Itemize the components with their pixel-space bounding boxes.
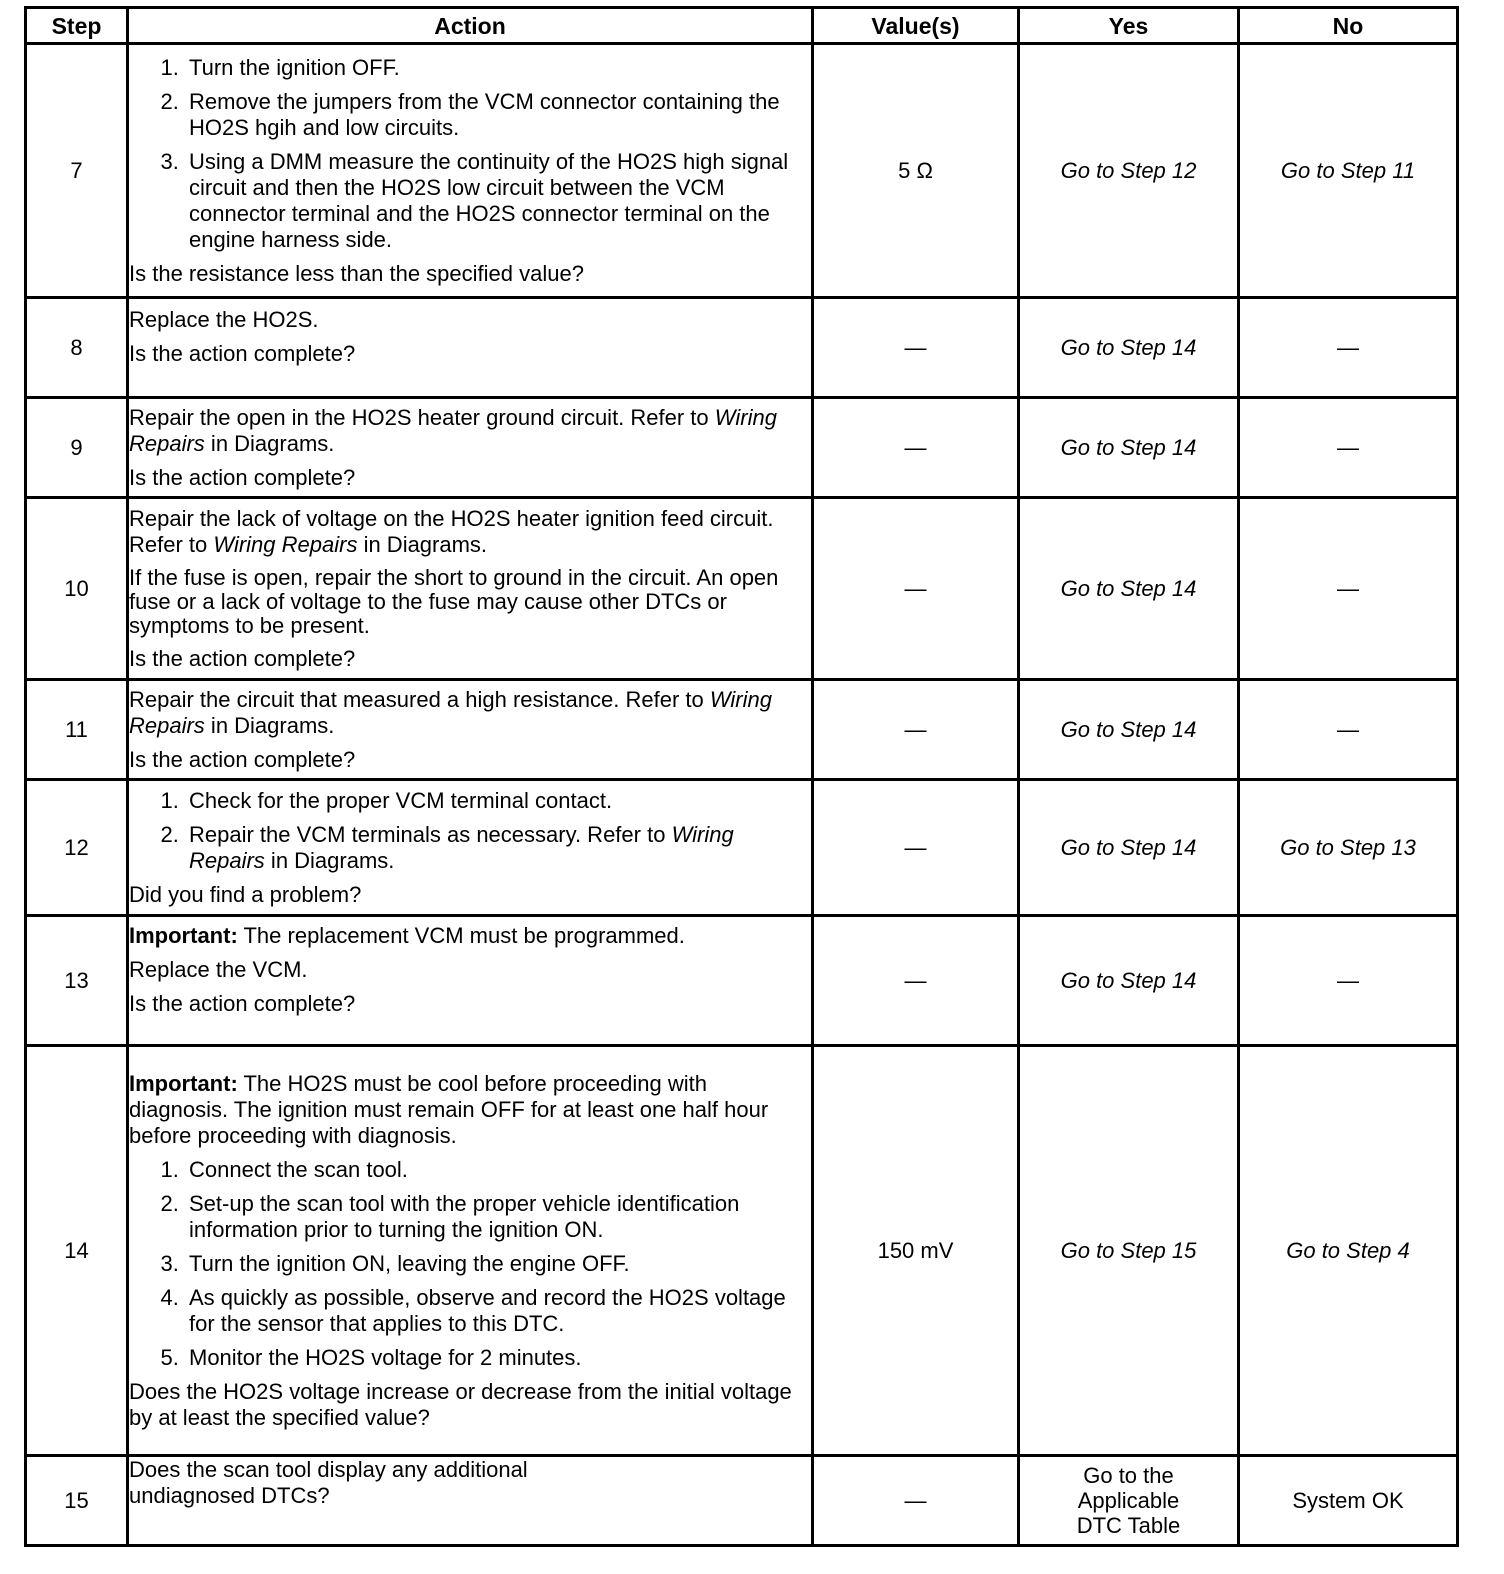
action-text: Replace the HO2S. <box>129 306 319 332</box>
header-no: No <box>1239 8 1458 44</box>
no-link[interactable]: Go to Step 4 <box>1286 1237 1410 1263</box>
action-cell <box>128 916 813 1046</box>
important-note: Important: The replacement VCM must be programmed. <box>129 922 685 948</box>
action-question: Is the action complete? <box>129 464 356 490</box>
wiring-repairs-ref: Wiring Repairs <box>213 531 358 557</box>
yes-cell <box>1019 44 1239 298</box>
table-row-step-10 <box>26 498 1458 680</box>
no-cell: System OK <box>1239 1456 1458 1546</box>
yes-line: DTC Table <box>1076 1513 1181 1538</box>
list-item: 2. Repair the VCM terminals as necessary. Refer to Wiring Repairs in Diagrams. <box>185 822 811 874</box>
action-question: Is the action complete? <box>129 340 356 366</box>
no-cell: — <box>1239 680 1458 780</box>
wiring-repairs-ref: Wiring Repairs <box>129 404 777 456</box>
yes-link[interactable] <box>1020 1463 1237 1538</box>
action-question: Is the resistance less than the specified value? <box>129 260 584 286</box>
wiring-repairs-ref: Wiring Repairs <box>129 686 772 738</box>
wiring-repairs-ref: Wiring Repairs <box>189 821 734 873</box>
action-question: Is the action complete? <box>129 990 356 1016</box>
header-action: Action <box>128 8 813 44</box>
list-item: 3. Turn the ignition ON, leaving the engine OFF. <box>185 1251 811 1277</box>
action-cell <box>128 780 813 916</box>
yes-link[interactable]: Go to Step 14 <box>1060 716 1197 742</box>
action-list <box>129 788 811 874</box>
action-question: Is the action complete? <box>129 746 356 772</box>
step-number: 12 <box>26 780 128 916</box>
action-cell <box>128 298 813 398</box>
step-number: 13 <box>26 916 128 1046</box>
yes-cell <box>1019 916 1239 1046</box>
action-text: If the fuse is open, repair the short to ground in the circuit. An open fuse or a lack of voltage to the fuse may cause other DTCs or symptoms to be present. <box>129 564 779 638</box>
yes-cell <box>1019 1456 1239 1546</box>
table-row-step-15 <box>26 1456 1458 1546</box>
no-cell: — <box>1239 298 1458 398</box>
value-cell: 5 Ω <box>813 44 1019 298</box>
list-item: 3. Using a DMM measure the continuity of the HO2S high signal circuit and then the HO2S low circuit between the VCM connector terminal and the HO2S connector terminal on the engine harness side. <box>185 149 811 253</box>
yes-cell <box>1019 1046 1239 1456</box>
action-list <box>129 1157 811 1371</box>
header-values: Value(s) <box>813 8 1019 44</box>
list-item: 1. Connect the scan tool. <box>185 1157 811 1183</box>
value-cell: — <box>813 398 1019 498</box>
action-text: Replace the VCM. <box>129 956 308 982</box>
no-cell <box>1239 780 1458 916</box>
action-cell <box>128 44 813 298</box>
header-yes: Yes <box>1019 8 1239 44</box>
no-link[interactable]: Go to Step 13 <box>1280 834 1416 860</box>
no-cell: — <box>1239 498 1458 680</box>
value-cell: — <box>813 298 1019 398</box>
yes-link[interactable]: Go to Step 12 <box>1060 157 1197 183</box>
action-cell <box>128 398 813 498</box>
action-question: Did you find a problem? <box>129 881 362 907</box>
step-number: 15 <box>26 1456 128 1546</box>
step-number: 14 <box>26 1046 128 1456</box>
important-note: Important: The HO2S must be cool before proceeding with diagnosis. The ignition must remain OFF for at least one half hour before proceeding with diagnosis. <box>129 1070 769 1148</box>
table-row-step-12 <box>26 780 1458 916</box>
important-label: Important: <box>129 1070 238 1096</box>
list-item: 1. Check for the proper VCM terminal contact. <box>185 788 811 814</box>
action-question: Does the HO2S voltage increase or decrease from the initial voltage by at least the specified value? <box>129 1378 792 1430</box>
no-cell <box>1239 44 1458 298</box>
yes-cell <box>1019 780 1239 916</box>
table-row-step-11 <box>26 680 1458 780</box>
yes-link[interactable]: Go to Step 14 <box>1060 434 1197 460</box>
list-item: 4. As quickly as possible, observe and record the HO2S voltage for the sensor that applies to this DTC. <box>185 1285 811 1337</box>
value-cell: — <box>813 780 1019 916</box>
step-number: 8 <box>26 298 128 398</box>
value-cell: — <box>813 498 1019 680</box>
step-number: 9 <box>26 398 128 498</box>
action-cell <box>128 1456 813 1546</box>
diagnostic-table <box>24 6 1459 1547</box>
step-number: 7 <box>26 44 128 298</box>
table-row-step-14 <box>26 1046 1458 1456</box>
yes-link[interactable]: Go to Step 14 <box>1060 575 1197 601</box>
action-cell <box>128 1046 813 1456</box>
step-number: 10 <box>26 498 128 680</box>
table-row-step-13 <box>26 916 1458 1046</box>
yes-link[interactable]: Go to Step 14 <box>1060 334 1197 360</box>
list-item: 1. Turn the ignition OFF. <box>185 55 811 81</box>
no-cell: — <box>1239 398 1458 498</box>
yes-cell <box>1019 680 1239 780</box>
table-row-step-7 <box>26 44 1458 298</box>
action-cell <box>128 680 813 780</box>
list-item: 2. Set-up the scan tool with the proper vehicle identification information prior to turning the ignition ON. <box>185 1191 811 1243</box>
important-label: Important: <box>129 922 238 948</box>
action-text: Repair the open in the HO2S heater ground circuit. Refer to Wiring Repairs in Diagrams. <box>129 404 777 456</box>
list-item: 5. Monitor the HO2S voltage for 2 minutes. <box>185 1345 811 1371</box>
yes-link[interactable]: Go to Step 15 <box>1060 1237 1197 1263</box>
yes-cell <box>1019 398 1239 498</box>
step-number: 11 <box>26 680 128 780</box>
table-row-step-9 <box>26 398 1458 498</box>
yes-line: Go to the <box>1083 1463 1174 1488</box>
yes-line: Applicable <box>1077 1488 1180 1513</box>
yes-cell <box>1019 298 1239 398</box>
value-cell: — <box>813 680 1019 780</box>
value-cell: 150 mV <box>813 1046 1019 1456</box>
list-item: 2. Remove the jumpers from the VCM connector containing the HO2S hgih and low circuits. <box>185 89 811 141</box>
action-question: Is the action complete? <box>129 645 356 671</box>
yes-cell <box>1019 498 1239 680</box>
action-text: Repair the circuit that measured a high resistance. Refer to Wiring Repairs in Diagrams. <box>129 686 772 738</box>
header-step: Step <box>26 8 128 44</box>
action-question: Does the scan tool display any additional undiagnosed DTCs? <box>129 1457 528 1508</box>
action-cell <box>128 498 813 680</box>
no-cell: — <box>1239 916 1458 1046</box>
no-link[interactable]: Go to Step 11 <box>1280 157 1416 183</box>
yes-link[interactable]: Go to Step 14 <box>1060 834 1197 860</box>
header-row <box>26 8 1458 44</box>
value-cell: — <box>813 916 1019 1046</box>
table-row-step-8 <box>26 298 1458 398</box>
action-text: Repair the lack of voltage on the HO2S heater ignition feed circuit. Refer to Wiring Repairs in Diagrams. <box>129 505 774 557</box>
yes-link[interactable]: Go to Step 14 <box>1060 967 1197 993</box>
value-cell: — <box>813 1456 1019 1546</box>
action-list <box>129 55 811 253</box>
no-cell <box>1239 1046 1458 1456</box>
